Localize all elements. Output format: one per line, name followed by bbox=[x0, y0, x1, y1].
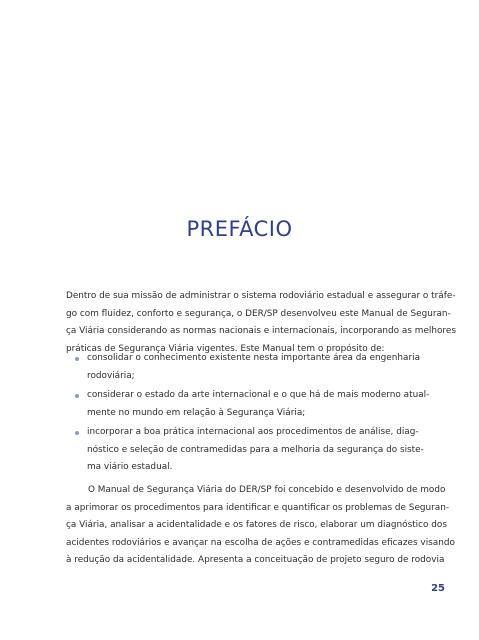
intro-line: ça Viária considerando as normas nacionais e internacionais, incorporando as melhores bbox=[66, 326, 456, 336]
second-line: a aprimorar os procedimentos para identificar e quantificar os problemas de Seguran- bbox=[66, 502, 450, 513]
list-item bbox=[66, 387, 430, 422]
list-item bbox=[66, 350, 421, 385]
list-item-line: rodoviária; bbox=[87, 370, 135, 381]
second-line: O Manual de Segurança Viária do DER/SP foi concebido e desenvolvido de modo bbox=[88, 485, 446, 495]
list-item-line: ma viário estadual. bbox=[87, 462, 173, 472]
bullet-dot-icon bbox=[75, 431, 79, 435]
intro-line: Dentro de sua missão de administrar o sistema rodoviário estadual e assegurar o tráfe- bbox=[66, 291, 456, 301]
intro-line: práticas de Segurança Viária vigentes. Este Manual tem o propósito de: bbox=[66, 343, 385, 354]
intro-line: go com fluidez, conforto e segurança, o DER/SP desenvolveu este Manual de Seguran- bbox=[66, 308, 451, 319]
list-item bbox=[66, 424, 424, 477]
second-paragraph bbox=[66, 482, 455, 570]
list-item-line: considerar o estado da arte internacional e o que há de mais moderno atual- bbox=[87, 390, 430, 400]
second-line: ça Viária, analisar a acidentalidade e os fatores de risco, elaborar um diagnóstico dos bbox=[66, 520, 447, 530]
bullet-dot-icon bbox=[75, 357, 79, 361]
list-item-line: mente no mundo em relação à Segurança Viária; bbox=[87, 407, 306, 418]
list-item-line: consolidar o conhecimento existente nesta importante área da engenharia bbox=[87, 353, 421, 363]
second-line: acidentes rodoviários e avançar na escolha de ações e contramedidas eficazes visando bbox=[66, 537, 455, 548]
second-line: à redução da acidentalidade. Apresenta a conceituação de projeto seguro de rodovia bbox=[66, 555, 445, 565]
purpose-list bbox=[66, 350, 430, 479]
list-item-line: incorporar a boa prática internacional aos procedimentos de análise, diag- bbox=[87, 427, 419, 437]
bullet-dot-icon bbox=[75, 394, 79, 398]
page-number: 25 bbox=[431, 583, 445, 594]
list-item-line: nóstico e seleção de contramedidas para a melhoria da segurança do siste- bbox=[87, 444, 424, 455]
page-title: PREFÁCIO bbox=[186, 217, 293, 241]
